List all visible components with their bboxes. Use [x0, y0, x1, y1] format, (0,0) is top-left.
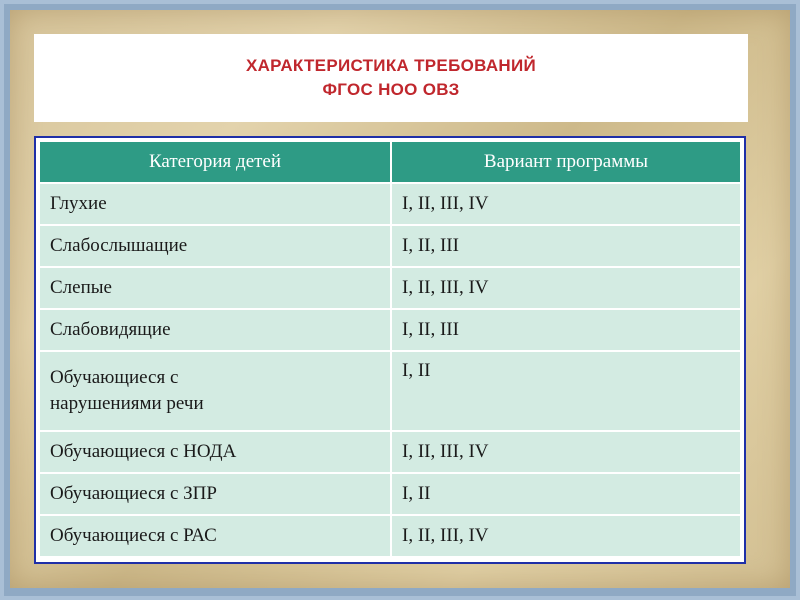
category-cell: Слабослышащие	[40, 225, 391, 267]
header-category: Категория детей	[40, 142, 391, 183]
title-box	[34, 34, 748, 122]
table-row	[40, 309, 740, 351]
variant-cell: I, II, III, IV	[391, 431, 740, 473]
variant-cell: I, II, III, IV	[391, 183, 740, 225]
variant-cell: I, II	[391, 351, 740, 431]
category-cell: Глухие	[40, 183, 391, 225]
table-frame	[34, 136, 746, 564]
table-row	[40, 225, 740, 267]
variant-cell: I, II	[391, 473, 740, 515]
table-row	[40, 473, 740, 515]
requirements-table	[40, 142, 740, 558]
variant-cell: I, II, III, IV	[391, 515, 740, 557]
category-cell: Обучающиеся с НОДА	[40, 431, 391, 473]
category-line-1: Обучающиеся с	[50, 367, 179, 388]
variant-cell: I, II, III, IV	[391, 267, 740, 309]
title-line-1: ХАРАКТЕРИСТИКА ТРЕБОВАНИЙ	[245, 56, 537, 75]
category-cell: Слепые	[40, 267, 391, 309]
category-line-2: нарушениями речи	[50, 393, 204, 414]
table-row	[40, 431, 740, 473]
category-cell	[40, 351, 391, 431]
category-cell: Слабовидящие	[40, 309, 391, 351]
table-row	[40, 267, 740, 309]
variant-cell: I, II, III	[391, 309, 740, 351]
variant-cell: I, II, III	[391, 225, 740, 267]
category-cell: Обучающиеся с ЗПР	[40, 473, 391, 515]
table-header-row	[40, 142, 740, 183]
title-line-2: ФГОС НОО ОВЗ	[322, 80, 460, 99]
table-row	[40, 351, 740, 431]
category-cell: Обучающиеся с РАС	[40, 515, 391, 557]
table-row	[40, 183, 740, 225]
table-row	[40, 515, 740, 557]
header-variant: Вариант программы	[391, 142, 740, 183]
